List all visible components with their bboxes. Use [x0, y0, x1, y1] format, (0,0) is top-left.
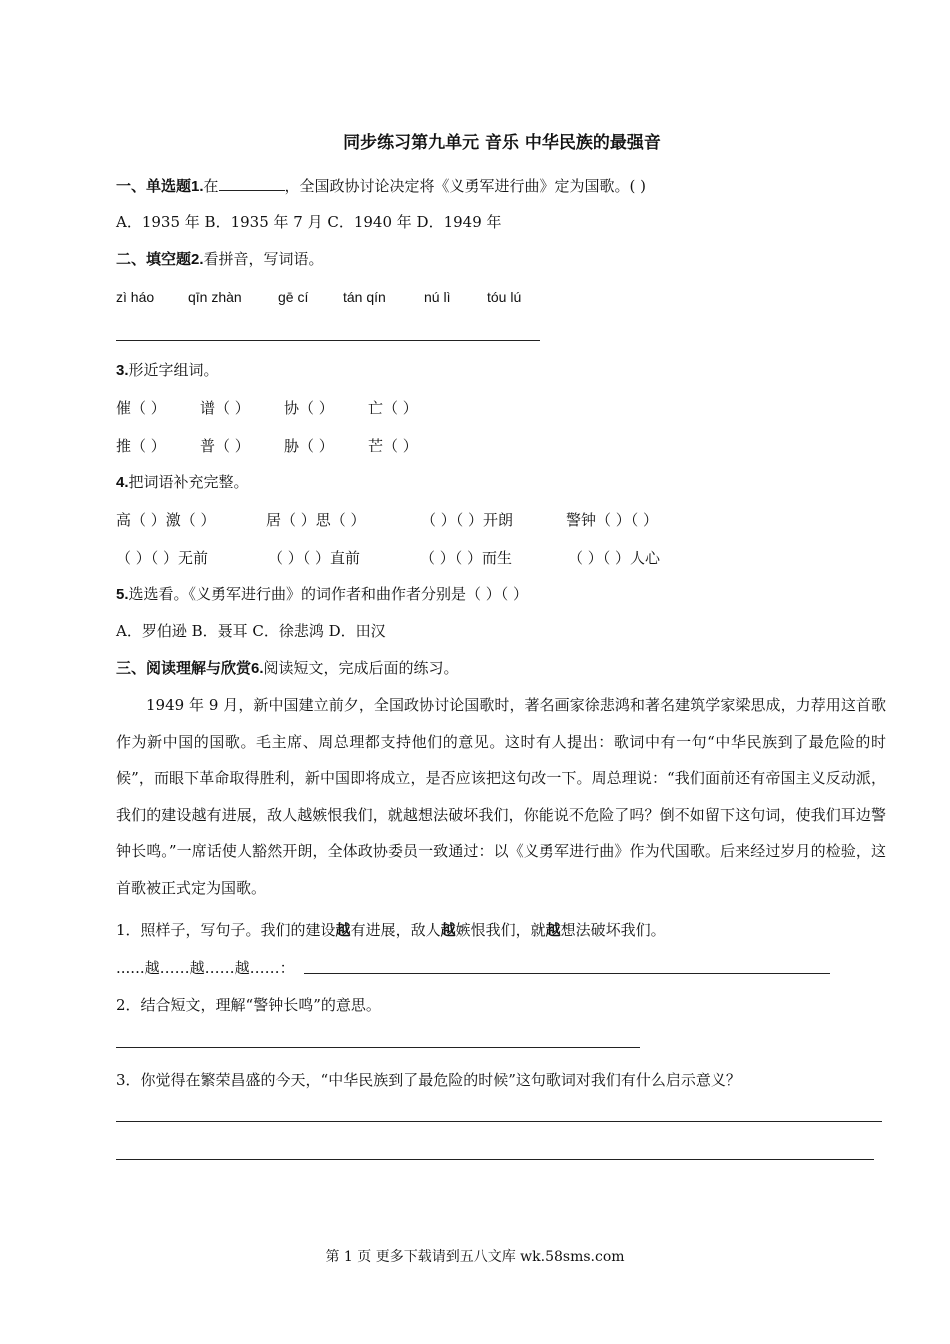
question-number: 3. [116, 362, 129, 379]
emphasis-word: 越 [335, 921, 351, 939]
question-5 [116, 584, 528, 605]
answer-blank[interactable] [219, 176, 285, 191]
idiom-item[interactable]: （ ）（ ）开朗 [421, 511, 514, 529]
pinyin-item: nú lì [424, 289, 451, 305]
question-text: 阅读短文，完成后面的练习。 [263, 659, 459, 677]
word-group-item[interactable]: 协（ ） [284, 399, 334, 417]
page-title: 同步练习第九单元 音乐 中华民族的最强音 [343, 133, 661, 153]
idiom-item[interactable]: 高（ ）激（ ） [116, 511, 216, 529]
idiom-item[interactable]: 警钟（ ）（ ） [566, 511, 659, 529]
options-5: A．罗伯逊 B．聂耳 C．徐悲鸿 D．田汉 [116, 622, 386, 640]
sub-question-text: 想法破坏我们。 [560, 921, 666, 939]
question-number: 6. [251, 660, 264, 677]
pinyin-item: tóu lú [487, 289, 522, 305]
idiom-row [116, 510, 658, 530]
idiom-item[interactable]: （ ）（ ）无前 [116, 549, 209, 567]
sub-question-1 [116, 920, 666, 940]
word-group-item[interactable]: 亡（ ） [368, 399, 418, 417]
answer-line[interactable] [116, 1047, 640, 1048]
answer-line[interactable] [116, 1121, 882, 1122]
idiom-item[interactable]: （ ）（ ）直前 [268, 549, 361, 567]
question-4 [116, 472, 249, 493]
reading-passage: 1949 年 9 月，新中国建立前夕，全国政协讨论国歌时，著名画家徐悲鸿和著名建筑学家梁思成，力荐用这首歌作为新中国的国歌。毛主席、周总理都支持他们的意见。这时有人提出：歌词中有一句“中华民族到了最危险的时候”，而眼下革命取得胜利，新中国即将成立，是否应该把这句改一下。周总理说：“我们面前还有帝国主义反动派，我们的建设越有进展，敌人越嫉恨我们，就越想法破坏我们，你能说不危险了吗？倒不如留下这句词，使我们耳边警钟长鸣。”一席话使人豁然开朗，全体政协委员一致通过：以《义勇军进行曲》作为代国歌。后来经过岁月的检验，这首歌被正式定为国歌。 [116, 696, 886, 897]
idiom-item[interactable]: （ ）（ ）而生 [420, 549, 513, 567]
question-text: 选选看。《义勇军进行曲》的词作者和曲作者分别是（ ）（ ） [128, 585, 529, 603]
sentence-pattern [116, 958, 295, 978]
answer-line[interactable] [116, 1159, 874, 1160]
section-heading-2: 二、填空题 [116, 250, 192, 268]
word-group-item[interactable]: 胁（ ） [284, 437, 334, 455]
question-text: 形近字组词。 [128, 361, 219, 379]
question-number: 2. [191, 251, 204, 268]
question-text: 看拼音，写词语。 [203, 250, 324, 268]
options-1: A．1935 年 B．1935 年 7 月 C．1940 年 D．1949 年 [116, 213, 502, 231]
pattern-text: ......越……越……越……： [116, 959, 295, 977]
section-heading-3: 三、阅读理解与欣赏 [116, 659, 252, 677]
answer-line[interactable] [116, 340, 540, 341]
question-text: ，全国政协讨论决定将《义勇军进行曲》定为国歌。( ) [284, 177, 647, 195]
sub-question-text: 嫉恨我们，就 [455, 921, 546, 939]
question-text: 在 [203, 177, 219, 195]
pinyin-item: qīn zhàn [188, 289, 242, 305]
pinyin-item: tán qín [343, 289, 386, 305]
question-6 [116, 658, 459, 679]
word-group-item[interactable]: 普（ ） [200, 437, 250, 455]
idiom-item[interactable]: （ ）（ ）人心 [568, 549, 661, 567]
word-group-row [116, 436, 452, 456]
question-text: 把词语补充完整。 [128, 473, 249, 491]
sub-question-3: 3．你觉得在繁荣昌盛的今天，“中华民族到了最危险的时候”这句歌词对我们有什么启示意义？ [116, 1071, 741, 1089]
word-group-item[interactable]: 催（ ） [116, 399, 166, 417]
idiom-item[interactable]: 居（ ）思（ ） [266, 511, 366, 529]
word-group-item[interactable]: 推（ ） [116, 437, 166, 455]
emphasis-word: 越 [440, 921, 456, 939]
pinyin-item: zì háo [116, 289, 155, 305]
emphasis-word: 越 [545, 921, 561, 939]
question-number: 1. [191, 178, 204, 195]
word-group-row [116, 398, 452, 418]
section-heading-1: 一、单选题 [116, 177, 192, 195]
answer-line[interactable] [304, 973, 830, 974]
sub-question-text: 1．照样子，写句子。我们的建设 [116, 921, 336, 939]
idiom-row [116, 548, 660, 568]
word-group-item[interactable]: 谱（ ） [200, 399, 250, 417]
question-3 [116, 360, 219, 381]
question-number: 4. [116, 474, 129, 491]
question-1 [116, 176, 646, 197]
pinyin-item: gē cí [278, 289, 309, 305]
word-group-item[interactable]: 芒（ ） [368, 437, 418, 455]
page-footer: 第 1 页 更多下载请到五八文库 wk.58sms.com [325, 1249, 625, 1265]
sub-question-2: 2．结合短文，理解“警钟长鸣”的意思。 [116, 996, 381, 1014]
sub-question-text: 有进展，敌人 [350, 921, 441, 939]
question-2 [116, 249, 324, 270]
question-number: 5. [116, 586, 129, 603]
